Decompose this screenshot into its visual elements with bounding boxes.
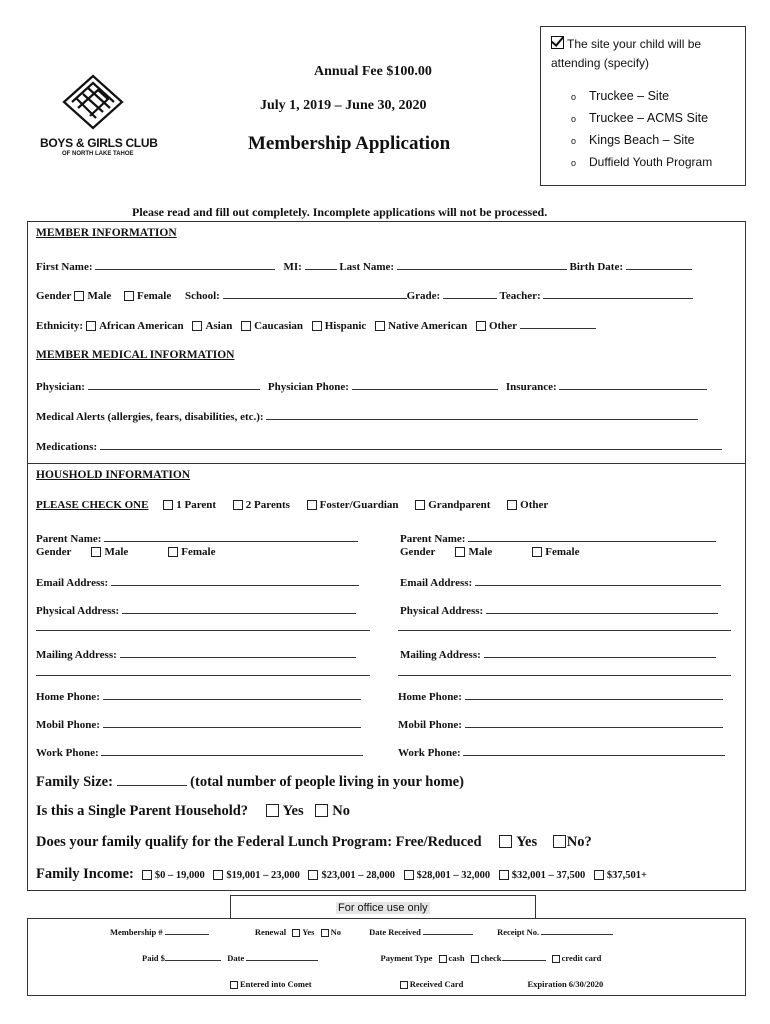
- medical-info-heading: MEMBER MEDICAL INFORMATION: [36, 349, 235, 361]
- parent1-home-row: Home Phone:: [36, 690, 361, 703]
- parent1-mobil-field[interactable]: [103, 718, 361, 728]
- membership-number-field[interactable]: [165, 927, 209, 935]
- site-option-truckee[interactable]: o Truckee – Site: [571, 89, 670, 103]
- site-heading-text: The site your child will be attending (specify): [551, 37, 702, 70]
- parent1-name-row: Parent Name:: [36, 532, 358, 545]
- site-selection-box: [540, 26, 746, 186]
- office-row-3: Entered into Comet Received Card Expiration 6/30/2020: [226, 979, 603, 990]
- parent1-email-row: Email Address:: [36, 576, 359, 589]
- family-size-field[interactable]: [117, 773, 187, 786]
- one-parent-checkbox[interactable]: [163, 500, 173, 510]
- office-row-1: Membership # Renewal Yes No Date Received Receipt No.: [110, 927, 613, 938]
- mi-field[interactable]: [305, 260, 337, 270]
- credit-card-checkbox[interactable]: [552, 955, 560, 963]
- parent1-email-field[interactable]: [111, 576, 359, 586]
- circle-bullet-icon: o: [571, 158, 577, 168]
- site-option-truckee-acms[interactable]: o Truckee – ACMS Site: [571, 111, 709, 125]
- first-name-field[interactable]: [95, 260, 275, 270]
- lunch-yes-checkbox[interactable]: [499, 835, 512, 848]
- parent1-home-field[interactable]: [103, 690, 361, 700]
- parent1-work-field[interactable]: [101, 746, 363, 756]
- physician-row: Physician: Physician Phone: Insurance:: [36, 380, 707, 393]
- parent2-mailing-field[interactable]: [484, 648, 716, 658]
- eth-other-field[interactable]: [520, 319, 596, 329]
- parent2-physical-field[interactable]: [486, 604, 718, 614]
- org-subtitle: OF NORTH LAKE TAHOE: [62, 151, 134, 157]
- parent2-male-checkbox[interactable]: [455, 547, 465, 557]
- parent2-mobil-row: Mobil Phone:: [398, 718, 723, 731]
- club-logo-icon: [48, 72, 138, 134]
- physician-field[interactable]: [88, 380, 260, 390]
- member-school-row: Gender Male Female School: Grade: Teacher:: [36, 289, 693, 302]
- single-parent-row: Is this a Single Parent Household? Yes No: [36, 803, 350, 819]
- parent1-work-row: Work Phone:: [36, 746, 363, 759]
- office-row-2: Paid $ Date Payment Type cash check credit card: [142, 953, 602, 963]
- physician-phone-field[interactable]: [352, 380, 498, 390]
- parent-type-row: PLEASE CHECK ONE 1 Parent 2 Parents Foster/Guardian Grandparent Other: [36, 499, 549, 511]
- parent1-mailing-row: Mailing Address:: [36, 648, 356, 661]
- parent2-work-row: Work Phone:: [398, 746, 725, 759]
- family-income-row: Family Income: $0 – 19,000 $19,001 – 23,000 $23,001 – 28,000 $28,001 – 32,000 $32,001 – 37,500 $37,501+: [36, 866, 647, 882]
- paid-amount-field[interactable]: [165, 953, 221, 961]
- eth-hispanic-checkbox[interactable]: [312, 321, 322, 331]
- parent2-mailing-row: Mailing Address:: [400, 648, 716, 661]
- parent2-home-row: Home Phone:: [398, 690, 723, 703]
- medical-alerts-field[interactable]: [266, 410, 698, 420]
- membership-period: July 1, 2019 – June 30, 2020: [260, 98, 427, 113]
- parent2-gender-row: Gender Male Female: [400, 546, 580, 558]
- parent1-mobil-row: Mobil Phone:: [36, 718, 361, 731]
- ethnicity-row: Ethnicity: African American Asian Caucasian Hispanic Native American Other: [36, 319, 596, 332]
- circle-bullet-icon: o: [571, 114, 577, 124]
- parent2-mobil-field[interactable]: [465, 718, 723, 728]
- parent2-email-row: Email Address:: [400, 576, 721, 589]
- parent2-physical-row: Physical Address:: [400, 604, 718, 617]
- renewal-yes-checkbox[interactable]: [292, 929, 300, 937]
- org-name: BOYS & GIRLS CLUB: [40, 136, 158, 150]
- income-19001-23000-checkbox[interactable]: [213, 870, 223, 880]
- income-28001-32000-checkbox[interactable]: [404, 870, 414, 880]
- two-parents-checkbox[interactable]: [233, 500, 243, 510]
- female-checkbox[interactable]: [124, 291, 134, 301]
- check-checkbox[interactable]: [471, 955, 479, 963]
- circle-bullet-icon: o: [571, 136, 577, 146]
- parent1-mailing-field[interactable]: [120, 648, 356, 658]
- income-37501-plus-checkbox[interactable]: [594, 870, 604, 880]
- parent2-physical-line2[interactable]: [398, 630, 731, 631]
- grade-field[interactable]: [443, 289, 497, 299]
- site-option-kings-beach[interactable]: o Kings Beach – Site: [571, 133, 695, 147]
- received-card-checkbox[interactable]: [400, 981, 408, 989]
- member-info-heading: MEMBER INFORMATION: [36, 227, 177, 239]
- parent2-female-checkbox[interactable]: [532, 547, 542, 557]
- last-name-field[interactable]: [397, 260, 567, 270]
- parent2-name-row: Parent Name:: [400, 532, 716, 545]
- family-size-row: Family Size: (total number of people living in your home): [36, 774, 464, 790]
- birth-date-field[interactable]: [626, 260, 692, 270]
- check-number-field[interactable]: [502, 953, 546, 961]
- parent1-male-checkbox[interactable]: [91, 547, 101, 557]
- parent1-gender-row: Gender Male Female: [36, 546, 216, 558]
- parent1-name-field[interactable]: [104, 532, 358, 542]
- other-checkbox[interactable]: [507, 500, 517, 510]
- date-received-field[interactable]: [423, 927, 473, 935]
- parent1-physical-row: Physical Address:: [36, 604, 356, 617]
- parent1-physical-field[interactable]: [122, 604, 356, 614]
- parent1-female-checkbox[interactable]: [168, 547, 178, 557]
- single-parent-yes-checkbox[interactable]: [266, 804, 279, 817]
- section-divider: [27, 463, 746, 464]
- parent2-mailing-line2[interactable]: [398, 675, 731, 676]
- circle-bullet-icon: o: [571, 92, 577, 102]
- insurance-field[interactable]: [559, 380, 707, 390]
- eth-other-checkbox[interactable]: [476, 321, 486, 331]
- site-option-duffield[interactable]: o Duffield Youth Program: [571, 155, 713, 169]
- site-heading: [551, 35, 741, 73]
- office-use-tab: [230, 895, 536, 919]
- income-32001-37500-checkbox[interactable]: [499, 870, 509, 880]
- household-heading: HOUSHOLD INFORMATION: [36, 469, 191, 481]
- checked-box-icon[interactable]: [551, 36, 564, 49]
- parent2-home-field[interactable]: [465, 690, 723, 700]
- medications-row: Medications:: [36, 440, 722, 453]
- single-parent-no-checkbox[interactable]: [315, 804, 328, 817]
- parent1-physical-line2[interactable]: [36, 630, 370, 631]
- parent2-email-field[interactable]: [475, 576, 721, 586]
- teacher-field[interactable]: [543, 289, 693, 299]
- eth-asian-checkbox[interactable]: [192, 321, 202, 331]
- male-checkbox[interactable]: [74, 291, 84, 301]
- entered-comet-checkbox[interactable]: [230, 981, 238, 989]
- renewal-no-checkbox[interactable]: [321, 929, 329, 937]
- page-title: Membership Application: [248, 133, 451, 154]
- school-field[interactable]: [223, 289, 407, 299]
- parent2-work-field[interactable]: [463, 746, 725, 756]
- instructions: Please read and fill out completely. Incomplete applications will not be processed.: [132, 205, 548, 219]
- lunch-program-row: Does your family qualify for the Federal Lunch Program: Free/Reduced Yes No?: [36, 834, 592, 850]
- paid-date-field[interactable]: [246, 953, 318, 961]
- cash-checkbox[interactable]: [439, 955, 447, 963]
- medical-alerts-row: Medical Alerts (allergies, fears, disabilities, etc.):: [36, 410, 698, 423]
- medications-field[interactable]: [100, 440, 722, 450]
- lunch-no-checkbox[interactable]: [553, 835, 566, 848]
- income-23001-28000-checkbox[interactable]: [308, 870, 318, 880]
- annual-fee: Annual Fee $100.00: [314, 64, 432, 79]
- eth-african-american-checkbox[interactable]: [86, 321, 96, 331]
- foster-guardian-checkbox[interactable]: [307, 500, 317, 510]
- office-use-label: For office use only: [338, 902, 428, 914]
- parent1-mailing-line2[interactable]: [36, 675, 370, 676]
- grandparent-checkbox[interactable]: [415, 500, 425, 510]
- eth-native-american-checkbox[interactable]: [375, 321, 385, 331]
- parent2-name-field[interactable]: [468, 532, 716, 542]
- eth-caucasian-checkbox[interactable]: [241, 321, 251, 331]
- income-0-19000-checkbox[interactable]: [142, 870, 152, 880]
- member-name-row: First Name: MI: Last Name: Birth Date:: [36, 260, 692, 273]
- receipt-number-field[interactable]: [541, 927, 613, 935]
- office-use-box: [27, 918, 746, 996]
